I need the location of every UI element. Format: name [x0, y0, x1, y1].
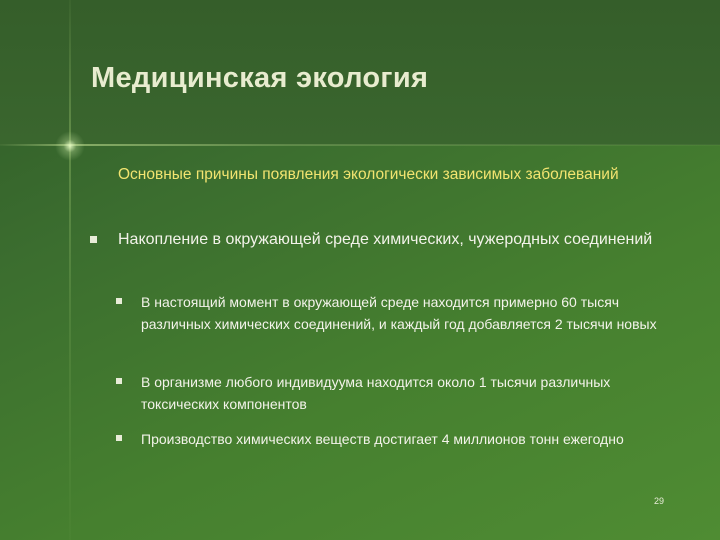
square-bullet-icon [90, 236, 97, 243]
vertical-rule [69, 0, 71, 540]
sub-point: Производство химических веществ достигает 4 миллионов тонн ежегодно [141, 431, 624, 447]
cross-glow-decoration [55, 131, 85, 161]
horizontal-rule [0, 144, 720, 146]
sub-point: В организме любого индивидуума находится около 1 тысячи различных токсических компонентов [141, 374, 611, 412]
square-bullet-icon [116, 298, 122, 304]
slide-title: Медицинская экология [91, 62, 429, 94]
square-bullet-icon [116, 435, 122, 441]
main-point: Накопление в окружающей среде химических, чужеродных соединений [118, 231, 653, 248]
slide-subtitle: Основные причины появления экологически зависимых заболеваний [118, 166, 619, 183]
square-bullet-icon [116, 378, 122, 384]
page-number: 29 [654, 496, 665, 506]
sub-point: В настоящий момент в окружающей среде находится примерно 60 тысяч различных химических соединений, и каждый год добавляется 2 тысячи новых [141, 294, 657, 332]
